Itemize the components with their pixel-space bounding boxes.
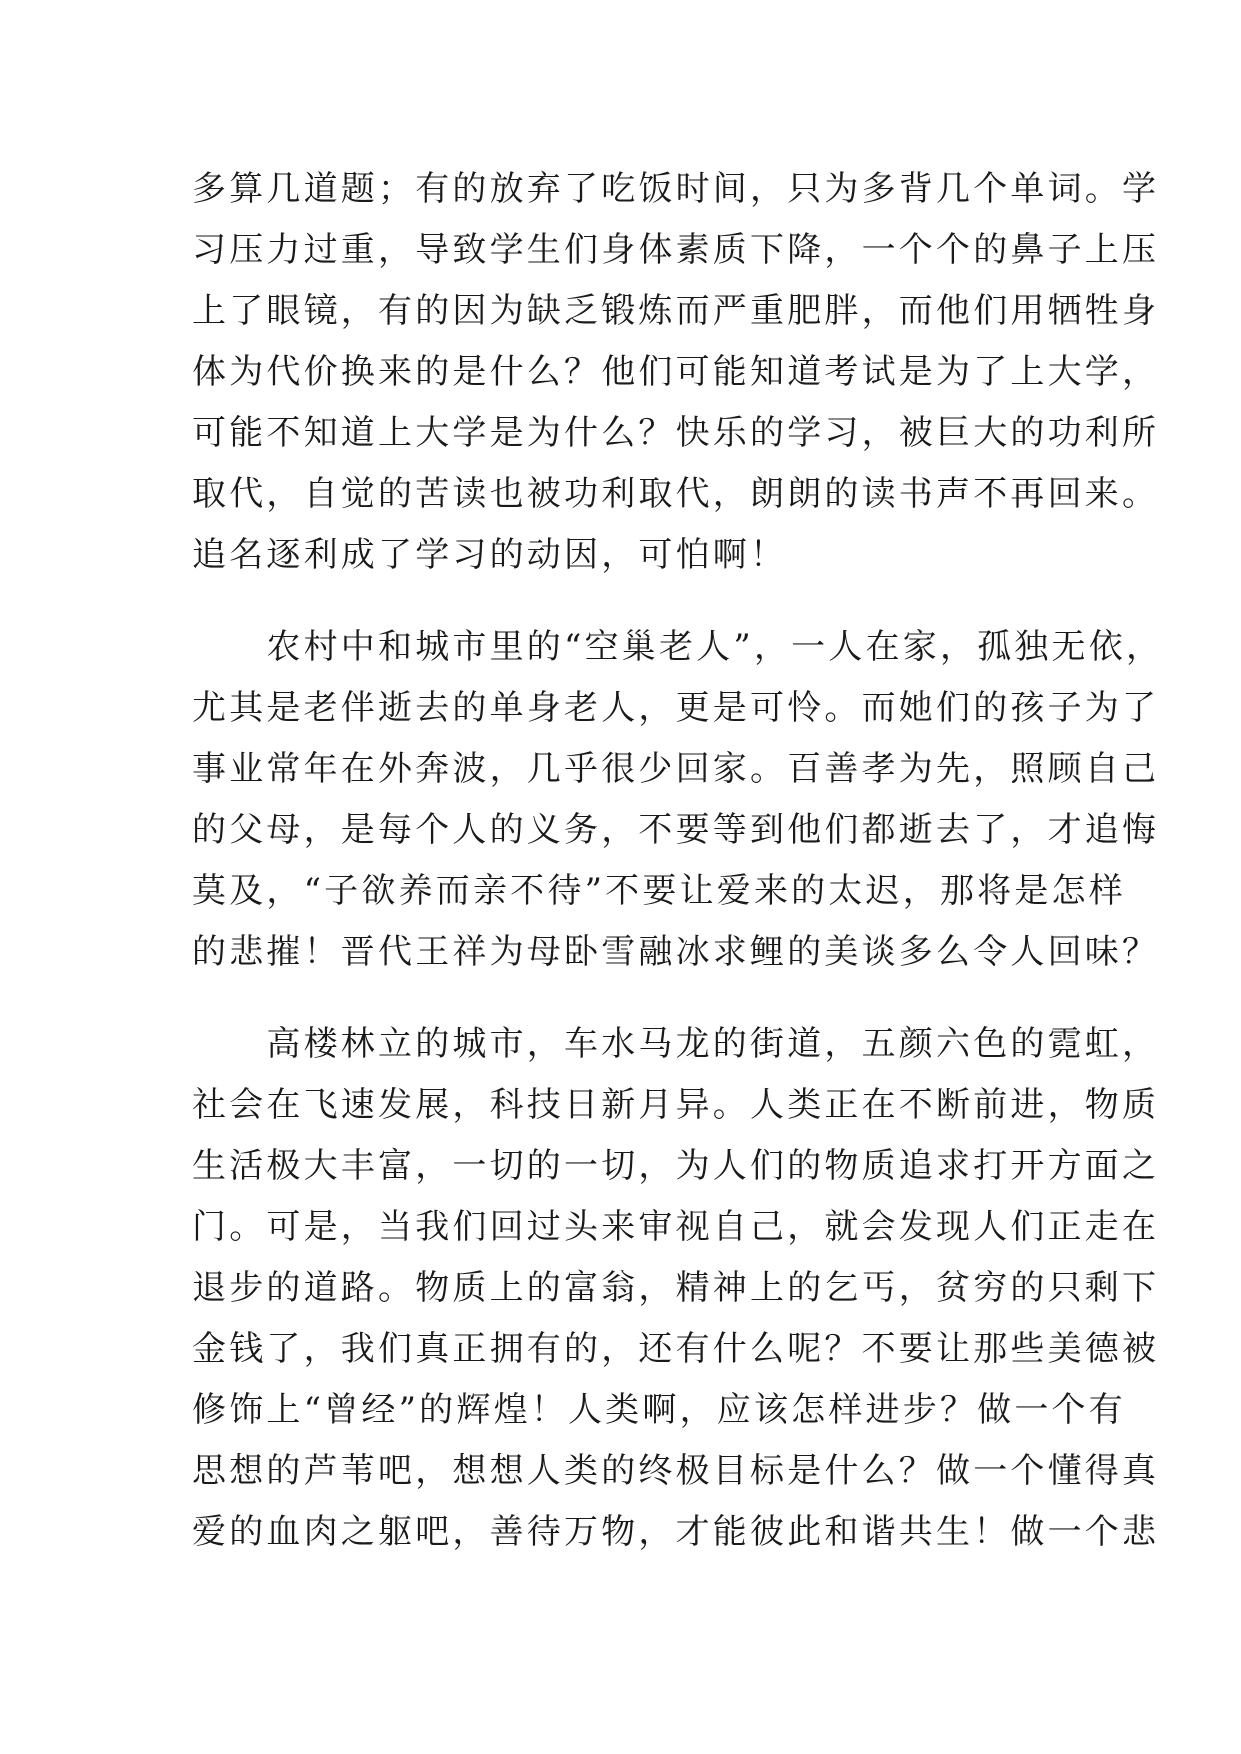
text-line: 退步的道路。物质上的富翁，精神上的乞丐，贫穷的只剩下 [192, 1268, 1160, 1308]
text-line: 多算几道题；有的放弃了吃饭时间，只为多背几个单词。学 [192, 169, 1160, 209]
text-line: 爱的血肉之躯吧，善待万物，才能彼此和谐共生！做一个悲 [192, 1512, 1160, 1552]
text-line: 追名逐利成了学习的动因，可怕啊！ [192, 535, 788, 575]
text-line: 习压力过重，导致学生们身体素质下降，一个个的鼻子上压 [192, 230, 1160, 270]
text-line: 体为代价换来的是什么？他们可能知道考试是为了上大学， [192, 352, 1160, 392]
text-line: 高楼林立的城市，车水马龙的街道，五颜六色的霓虹， [192, 1024, 1160, 1064]
text-line: 金钱了，我们真正拥有的，还有什么呢？不要让那些美德被 [192, 1329, 1160, 1369]
text-line: 门。可是，当我们回过头来审视自己，就会发现人们正走在 [192, 1207, 1160, 1247]
text-line: 农村中和城市里的“空巢老人”，一人在家，孤独无依， [192, 627, 1164, 667]
paragraph-1 [192, 159, 1160, 586]
text-line: 取代，自觉的苦读也被功利取代，朗朗的读书声不再回来。 [192, 474, 1160, 514]
text-line: 可能不知道上大学是为什么？快乐的学习，被巨大的功利所 [192, 413, 1160, 453]
text-line: 尤其是老伴逝去的单身老人，更是可怜。而她们的孩子为了 [192, 688, 1160, 728]
text-line: 修饰上“曾经”的辉煌！人类啊，应该怎样进步？做一个有 [192, 1390, 1126, 1430]
text-line: 莫及，“子欲养而亲不待”不要让爱来的太迟，那将是怎样 [192, 871, 1126, 911]
text-line: 事业常年在外奔波，几乎很少回家。百善孝为先，照顾自己 [192, 749, 1160, 789]
text-line: 社会在飞速发展，科技日新月异。人类正在不断前进，物质 [192, 1085, 1160, 1125]
text-line: 的父母，是每个人的义务，不要等到他们都逝去了，才追悔 [192, 810, 1160, 850]
text-line: 的悲摧！晋代王祥为母卧雪融冰求鲤的美谈多么令人回味？ [192, 932, 1160, 972]
text-line: 上了眼镜，有的因为缺乏锻炼而严重肥胖，而他们用牺牲身 [192, 291, 1160, 331]
text-line: 生活极大丰富，一切的一切，为人们的物质追求打开方面之 [192, 1146, 1160, 1186]
paragraph-3 [192, 1014, 1160, 1563]
text-line: 思想的芦苇吧，想想人类的终极目标是什么？做一个懂得真 [192, 1451, 1160, 1491]
paragraph-2 [192, 617, 1164, 983]
